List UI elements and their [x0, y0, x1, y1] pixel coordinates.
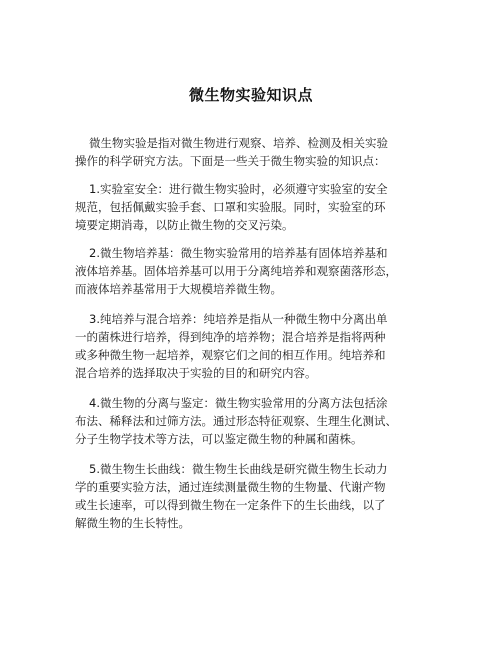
paragraph-line: 或生长速率，可以得到微生物在一定条件下的生长曲线，以了	[75, 498, 386, 512]
paragraph-pure-mixed-culture	[75, 310, 435, 382]
paragraph-line: 微生物实验是指对微生物进行观察、培养、检测及相关实验	[89, 136, 388, 150]
paragraph-line: 5.微生物生长曲线：微生物生长曲线是研究微生物生长动力	[89, 462, 388, 476]
paragraph-lab-safety	[75, 180, 435, 234]
paragraph-intro	[75, 134, 435, 170]
paragraph-line: 分子生物学技术等方法，可以鉴定微生物的种属和菌株。	[75, 432, 363, 446]
paragraph-line: 液体培养基。固体培养基可以用于分离纯培养和观察菌落形态，	[75, 264, 397, 278]
paragraph-line: 学的重要实验方法，通过连续测量微生物的生物量、代谢产物	[75, 480, 386, 494]
paragraph-line: 而液体培养基常用于大规模培养微生物。	[75, 282, 282, 296]
paragraph-line: 4.微生物的分离与鉴定：微生物实验常用的分离方法包括涂	[89, 396, 388, 410]
paragraph-line: 1.实验室安全：进行微生物实验时，必须遵守实验室的安全	[89, 182, 388, 196]
paragraph-line: 2.微生物培养基：微生物实验常用的培养基有固体培养基和	[89, 246, 388, 260]
paragraph-line: 3.纯培养与混合培养：纯培养是指从一种微生物中分离出单	[89, 312, 388, 326]
paragraph-culture-media	[75, 244, 435, 298]
paragraph-line: 操作的科学研究方法。下面是一些关于微生物实验的知识点：	[75, 154, 386, 168]
paragraph-growth-curve	[75, 460, 435, 532]
paragraph-line: 混合培养的选择取决于实验的目的和研究内容。	[75, 366, 317, 380]
paragraph-line: 一的菌株进行培养，得到纯净的培养物；混合培养是指将两种	[75, 330, 386, 344]
paragraph-line: 规范，包括佩戴实验手套、口罩和实验服。同时，实验室的环	[75, 200, 386, 214]
paragraph-line: 布法、稀释法和过筛方法。通过形态特征观察、生理生化测试、	[75, 414, 397, 428]
paragraph-isolation-identification	[75, 394, 435, 448]
paragraph-line: 解微生物的生长特性。	[75, 516, 190, 530]
paragraph-line: 或多种微生物一起培养，观察它们之间的相互作用。纯培养和	[75, 348, 386, 362]
paragraph-line: 境要定期消毒，以防止微生物的交叉污染。	[75, 218, 294, 232]
document-title: 微生物实验知识点	[188, 86, 313, 104]
